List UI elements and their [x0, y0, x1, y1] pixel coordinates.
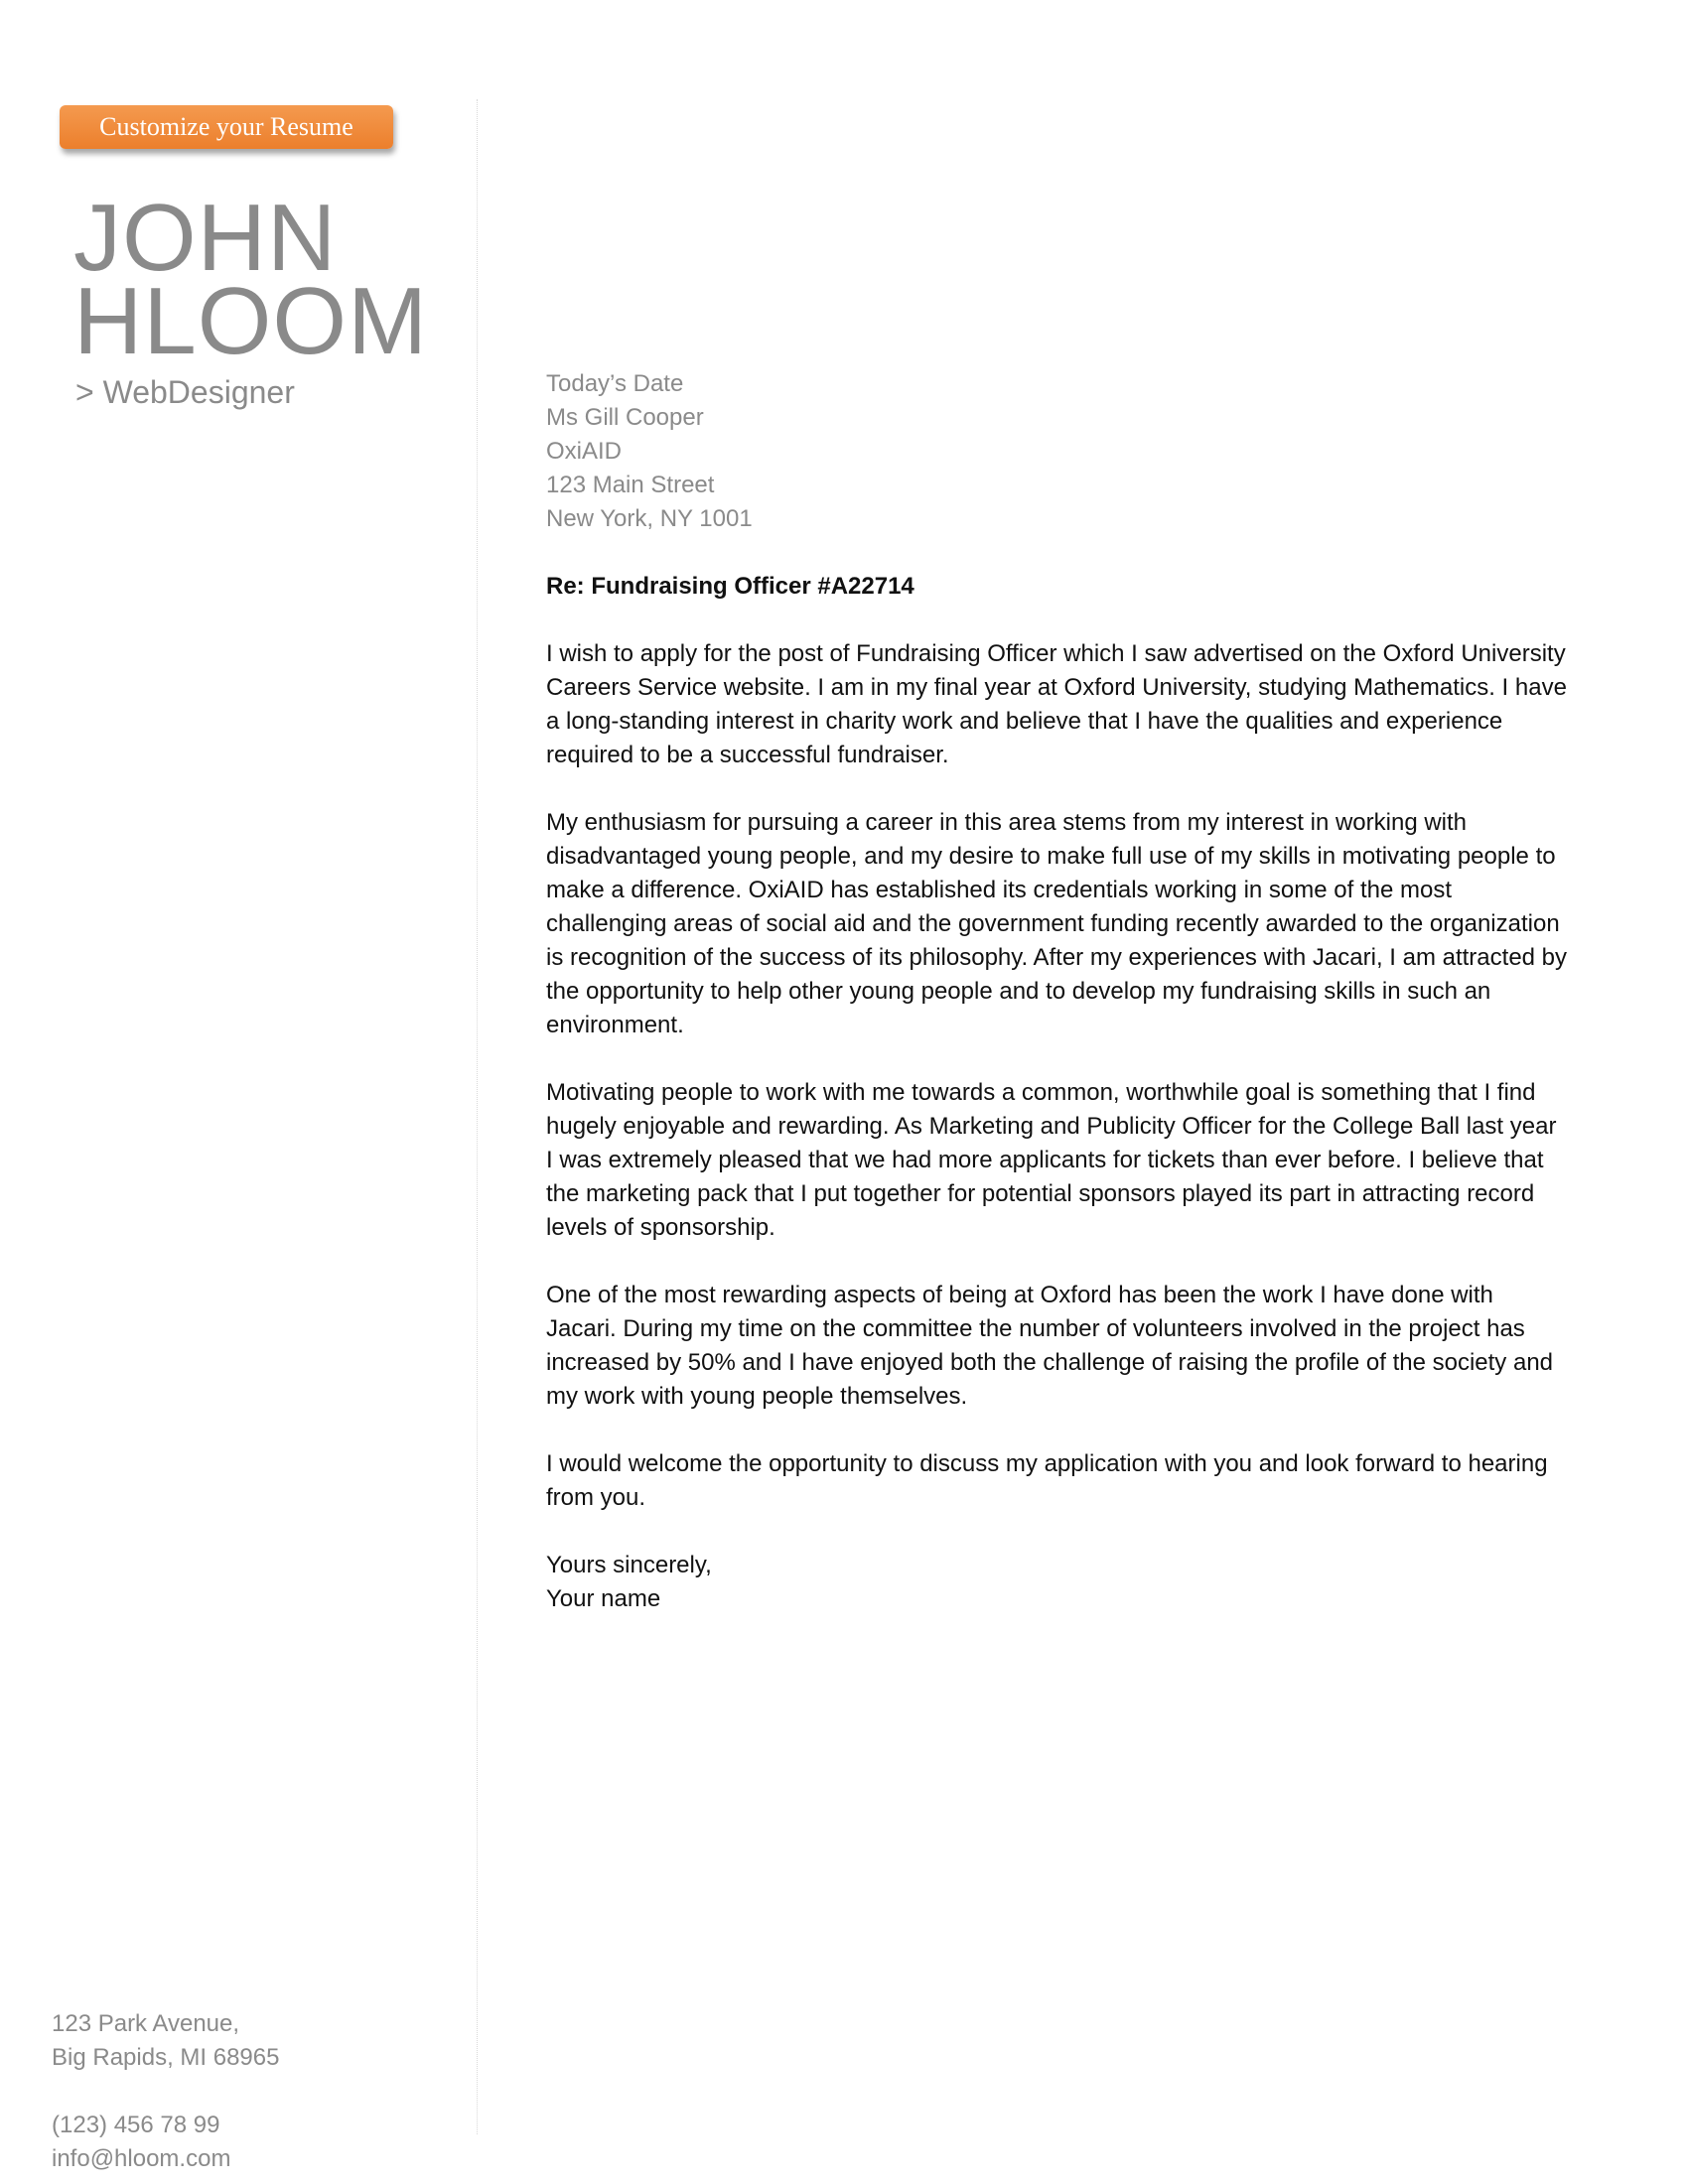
letter-paragraph: I would welcome the opportunity to discuss my application with you and look forward to hearing from you.: [546, 1450, 1548, 1511]
column-divider: [477, 99, 478, 2134]
letter-subject: Re: Fundraising Officer #A22714: [546, 573, 914, 600]
job-title: > WebDesigner: [75, 374, 295, 410]
letter-closing: Yours sincerely,: [546, 1552, 712, 1578]
first-name: JOHN: [73, 185, 338, 291]
applicant-name: [73, 185, 429, 374]
letter-date: Today’s Date: [546, 370, 684, 397]
recipient-street: 123 Main Street: [546, 472, 715, 498]
email-address: info@hloom.com: [52, 2145, 231, 2172]
recipient-block: [546, 367, 753, 536]
customize-resume-button[interactable]: Customize your Resume: [60, 105, 393, 149]
letter-closing-block: [546, 1549, 1569, 1616]
contact-spacer: [52, 2075, 279, 2109]
letter-paragraph: My enthusiasm for pursuing a career in this area stems from my interest in working with disadvantaged young people, and my desire to make full use of my skills in motivating people to make a difference. OxiAID has established its credentials working in some of the most challenging areas of social aid and the government funding recently awarded to the organization is recognition of the success of its philosophy. After my experiences with Jacari, I am attracted by the opportunity to help other young people and to develop my fundraising skills in such an environment.: [546, 809, 1568, 1038]
letter-paragraph: One of the most rewarding aspects of being at Oxford has been the work I have done with Jacari. During my time on the committee the number of volunteers involved in the project has increased by 50% and I have enjoyed both the challenge of raising the profile of the society and my work with young people themselves.: [546, 1282, 1554, 1410]
letter-body: [546, 570, 1569, 1616]
letter-paragraph: Motivating people to work with me towards a common, worthwhile goal is something that I find hugely enjoyable and rewarding. As Marketing and Publicity Officer for the College Ball last year I was extremely pleased that we had more applicants for tickets than ever before. I believe that the marketing pack that I put together for potential sponsors played its part in attracting record levels of sponsorship.: [546, 1079, 1557, 1241]
recipient-city: New York, NY 1001: [546, 505, 753, 532]
letter-paragraph: I wish to apply for the post of Fundraising Officer which I saw advertised on the Oxford University Careers Service website. I am in my final year at Oxford University, studying Mathematics. I have a long-standing interest in charity work and believe that I have the qualities and experience required to be a successful fundraiser.: [546, 640, 1567, 768]
last-name: HLOOM: [73, 268, 429, 374]
letter-signature: Your name: [546, 1585, 661, 1612]
contact-block: [52, 2007, 279, 2176]
recipient-company: OxiAID: [546, 438, 623, 465]
address-line-1: 123 Park Avenue,: [52, 2010, 240, 2037]
phone-number: (123) 456 78 99: [52, 2112, 220, 2138]
recipient-name: Ms Gill Cooper: [546, 404, 704, 431]
address-line-2: Big Rapids, MI 68965: [52, 2044, 280, 2071]
